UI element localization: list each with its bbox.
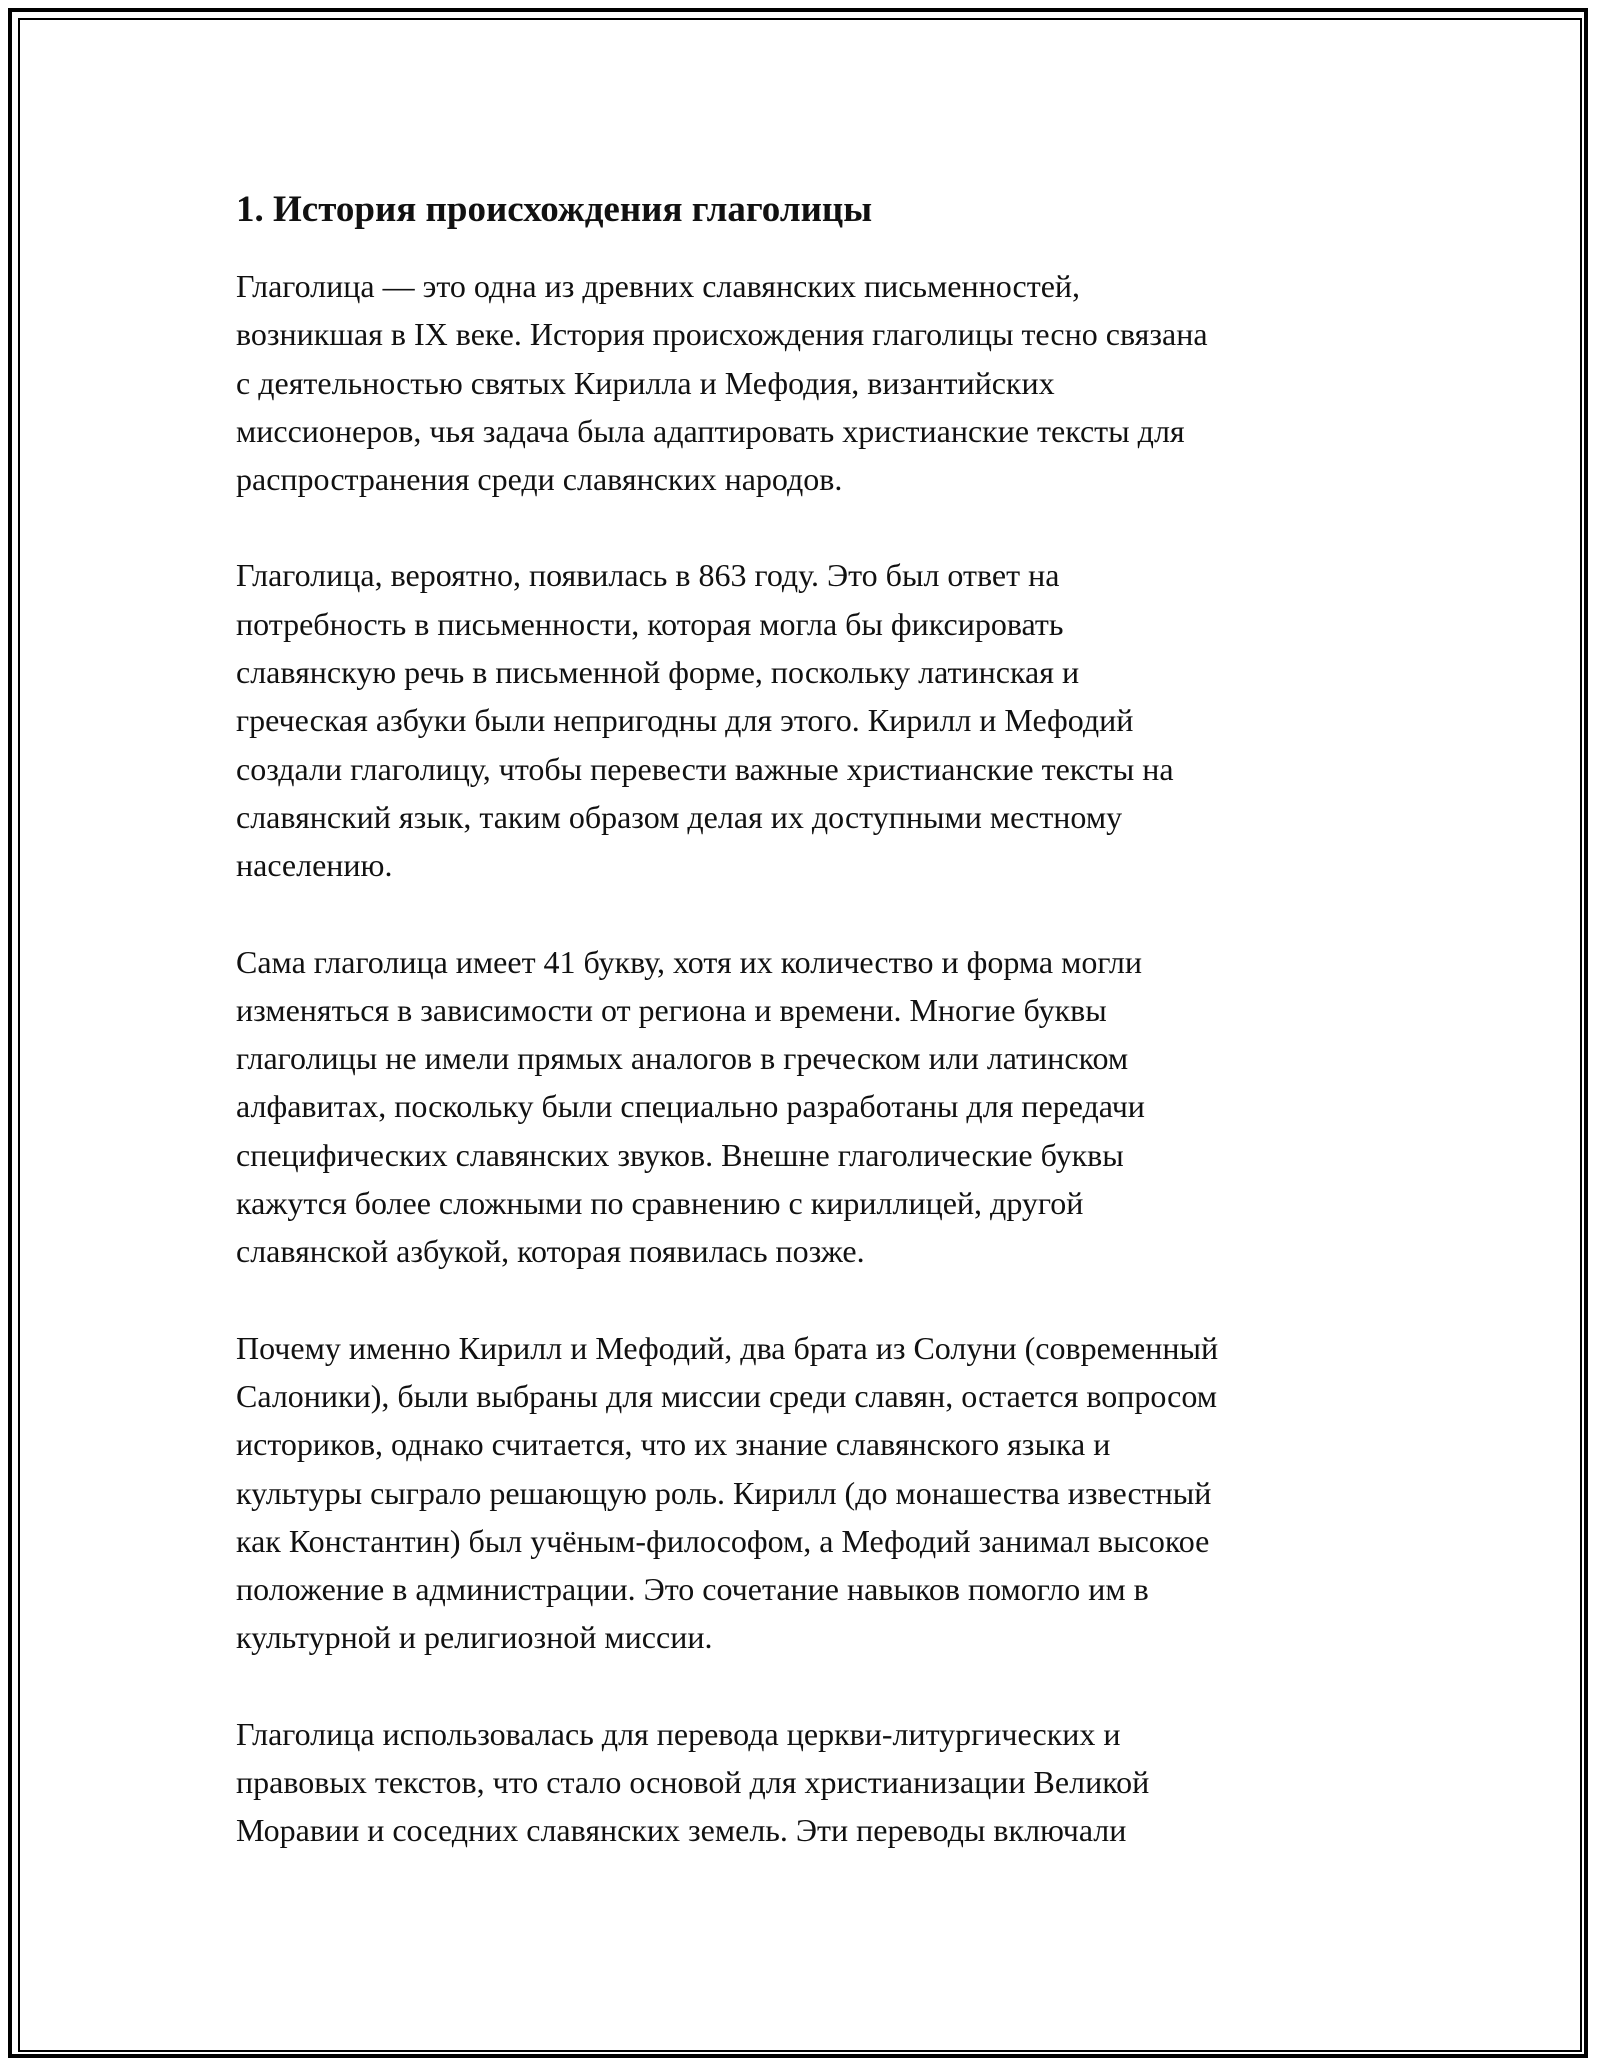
paragraph-line: как Константин) был учёным-философом, а Мефодий занимал высокое	[236, 1522, 1210, 1559]
paragraph-line: миссионеров, чья задача была адаптировать христианские тексты для	[236, 412, 1185, 449]
paragraph-line: славянский язык, таким образом делая их доступными местному	[236, 798, 1123, 835]
document-body	[236, 186, 1376, 1903]
paragraph-line: Сама глаголица имеет 41 букву, хотя их количество и форма могли	[236, 943, 1142, 980]
paragraph-line: Глаголица — это одна из древних славянских письменностей,	[236, 268, 1081, 304]
paragraph-line: населению.	[236, 847, 393, 884]
paragraph-line: алфавитах, поскольку были специально разработаны для передачи	[236, 1088, 1145, 1125]
paragraph-line: потребность в письменности, которая могла бы фиксировать	[236, 605, 1064, 642]
paragraph-line: распространения среди славянских народов.	[236, 461, 843, 498]
paragraph-list	[236, 262, 1376, 1855]
paragraph-line: специфических славянских звуков. Внешне глаголические буквы	[236, 1136, 1124, 1173]
paragraph-line: создали глаголицу, чтобы перевести важные христианские тексты на	[236, 750, 1174, 787]
paragraph-line: положение в администрации. Это сочетание навыков помогло им в	[236, 1571, 1149, 1608]
paragraph-line: Глаголица использовалась для перевода церкви-литургических и	[236, 1715, 1121, 1752]
paragraph-line: греческая азбуки были непригодны для этого. Кирилл и Мефодий	[236, 702, 1134, 739]
paragraph-line: возникшая в IX веке. История происхождения глаголицы тесно связана	[236, 316, 1208, 353]
paragraph	[236, 1324, 1376, 1662]
paragraph-line: Глаголица, вероятно, появилась в 863 году. Это был ответ на	[236, 557, 1060, 594]
paragraph	[236, 1710, 1376, 1855]
paragraph-line: славянскую речь в письменной форме, поскольку латинская и	[236, 654, 1080, 691]
paragraph-line: Салоники), были выбраны для миссии среди славян, остается вопросом	[236, 1377, 1217, 1414]
paragraph-line: культурной и религиозной миссии.	[236, 1619, 713, 1656]
paragraph-line: Почему именно Кирилл и Мефодий, два брата из Солуни (современный	[236, 1329, 1219, 1366]
paragraph-line: с деятельностью святых Кирилла и Мефодия, византийских	[236, 364, 1055, 401]
paragraph-line: правовых текстов, что стало основой для христианизации Великой	[236, 1764, 1150, 1801]
paragraph-line: историков, однако считается, что их знание славянского языка и	[236, 1426, 1111, 1463]
paragraph-line: славянской азбукой, которая появилась позже.	[236, 1233, 865, 1270]
section-heading: 1. История происхождения глаголицы	[236, 189, 873, 230]
paragraph	[236, 938, 1376, 1276]
paragraph-line: кажутся более сложными по сравнению с кириллицей, другой	[236, 1185, 1084, 1222]
paragraph-line: Моравии и соседних славянских земель. Эти переводы включали	[236, 1812, 1127, 1849]
paragraph	[236, 262, 1376, 503]
paragraph-line: культуры сыграло решающую роль. Кирилл (до монашества известный	[236, 1474, 1212, 1511]
paragraph-line: глаголицы не имели прямых аналогов в греческом или латинском	[236, 1040, 1129, 1077]
paragraph	[236, 551, 1376, 889]
paragraph-line: изменяться в зависимости от региона и времени. Многие буквы	[236, 991, 1107, 1028]
